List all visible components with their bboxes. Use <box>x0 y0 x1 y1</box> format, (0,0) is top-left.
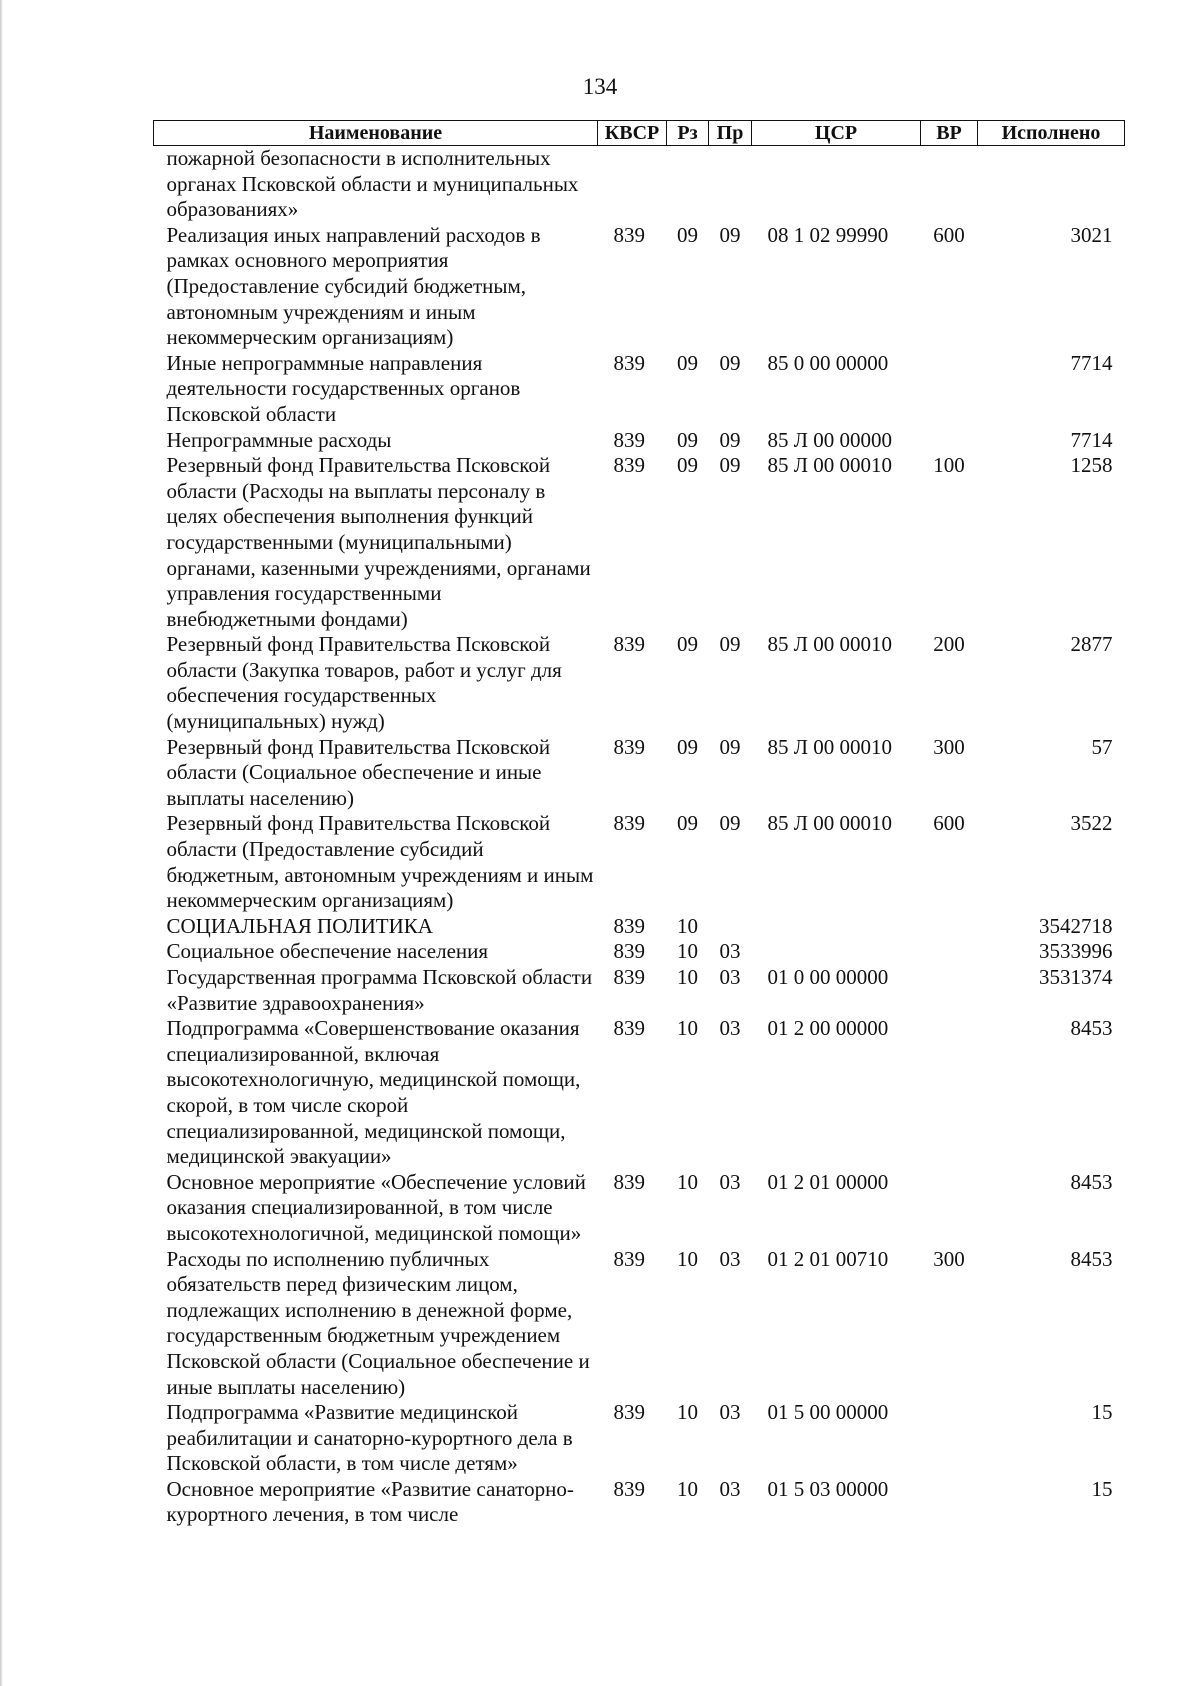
cell-csr: 85 Л 00 00010 <box>767 453 892 478</box>
cell-rz <box>667 146 709 223</box>
cell-name: Резервный фонд Правительства Псковской области (Социальное обеспечение и иные выплаты населению) <box>166 734 551 810</box>
cell-rz: 09 <box>677 350 698 375</box>
cell-rz: 10 <box>677 1169 698 1194</box>
cell-name: Реализация иных направлений расходов в рамках основного мероприятия (Предоставление субсидий бюджетным, автономным учреждениям и иным некоммерческим организациям) <box>166 222 541 350</box>
cell-kvsr: 839 <box>613 427 645 452</box>
cell-csr: 85 Л 00 00000 <box>767 427 892 452</box>
cell-name: Основное мероприятие «Развитие санаторно-курортного лечения, в том числе <box>166 1476 574 1527</box>
cell-kvsr: 839 <box>613 632 645 657</box>
table-row <box>154 735 1125 812</box>
cell-pr: 03 <box>719 1476 741 1501</box>
cell-csr: 01 2 01 00000 <box>767 1169 889 1194</box>
cell-kvsr: 839 <box>613 734 645 759</box>
cell-name: Основное мероприятие «Обеспечение условий оказания специализированной, в том числе высокотехнологичной, медицинской помощи» <box>166 1169 586 1245</box>
cell-kvsr: 839 <box>613 965 645 989</box>
cell-kvsr: 839 <box>613 811 645 836</box>
cell-rz: 09 <box>677 427 698 452</box>
cell-rz: 10 <box>677 965 698 989</box>
table-row <box>154 428 1125 454</box>
cell-csr: 85 Л 00 00010 <box>767 734 892 759</box>
cell-pr: 03 <box>719 1016 741 1041</box>
cell-vr: 300 <box>933 734 965 759</box>
cell-pr: 03 <box>719 1400 741 1425</box>
cell-kvsr: 839 <box>613 939 645 964</box>
cell-csr: 01 2 00 00000 <box>767 1016 889 1041</box>
table-body <box>154 146 1125 1529</box>
header-rz: Рз <box>667 121 709 146</box>
cell-pr: 03 <box>719 1246 741 1271</box>
cell-name: Подпрограмма «Развитие медицинской реабилитации и санаторно-курортного дела в Псковской области, в том числе детям» <box>166 1400 573 1476</box>
cell-vr: 100 <box>933 453 965 478</box>
cell-name: Иные непрограммные направления деятельности государственных органов Псковской области <box>166 350 521 426</box>
cell-vr <box>921 1400 978 1477</box>
cell-vr <box>921 1016 978 1170</box>
cell-rz: 10 <box>677 913 698 938</box>
cell-ispolneno: 2877 <box>1070 632 1113 657</box>
header-pr: Пр <box>709 121 752 146</box>
cell-csr: 85 Л 00 00010 <box>767 632 892 657</box>
cell-kvsr: 839 <box>613 1476 645 1501</box>
cell-ispolneno: 3021 <box>1070 222 1113 247</box>
cell-pr: 09 <box>719 222 741 247</box>
cell-ispolneno: 3522 <box>1070 811 1113 836</box>
cell-vr <box>921 1477 978 1528</box>
cell-kvsr: 839 <box>613 222 645 247</box>
table-row <box>154 939 1125 965</box>
cell-vr: 200 <box>933 632 965 657</box>
cell-name: Социальное обеспечение населения <box>166 939 489 964</box>
cell-name: пожарной безопасности в исполнительных органах Псковской области и муниципальных образованиях» <box>166 146 579 222</box>
cell-name: Государственная программа Псковской области «Развитие здравоохранения» <box>166 965 593 1015</box>
cell-name: Резервный фонд Правительства Псковской области (Расходы на выплаты персоналу в целях обеспечения выполнения функций государственными (муниципальными) органами, казенными учреждениями, органами управления государственными внебюджетными фондами) <box>166 453 591 631</box>
cell-vr <box>921 146 978 223</box>
cell-kvsr: 839 <box>613 453 645 478</box>
cell-rz: 10 <box>677 1016 698 1041</box>
cell-vr <box>921 914 978 940</box>
cell-kvsr: 839 <box>613 1246 645 1271</box>
table-row <box>154 914 1125 940</box>
cell-name: Подпрограмма «Совершенствование оказания специализированной, включая высокотехнологичную, медицинской помощи, скорой, в том числе скорой специализированной, медицинской помощи, медицинской эвакуации» <box>166 1016 581 1169</box>
cell-pr: 09 <box>719 811 741 836</box>
cell-csr: 01 0 00 00000 <box>767 965 889 989</box>
cell-csr: 85 Л 00 00010 <box>767 811 892 836</box>
cell-csr: 01 2 01 00710 <box>767 1246 889 1271</box>
cell-rz: 09 <box>677 811 698 836</box>
cell-rz: 10 <box>677 939 698 964</box>
header-row <box>154 121 1125 146</box>
cell-kvsr: 839 <box>613 1169 645 1194</box>
cell-csr: 08 1 02 99990 <box>767 222 889 247</box>
table-row <box>154 811 1125 913</box>
table-row <box>154 965 1125 1016</box>
cell-vr: 300 <box>933 1246 965 1271</box>
cell-rz: 09 <box>677 632 698 657</box>
cell-pr: 09 <box>719 350 741 375</box>
cell-pr: 09 <box>719 734 741 759</box>
cell-ispolneno: 7714 <box>1070 350 1113 375</box>
cell-name: Резервный фонд Правительства Псковской области (Предоставление субсидий бюджетным, автономным учреждениям и иным некоммерческим организациям) <box>166 811 594 913</box>
cell-name: СОЦИАЛЬНАЯ ПОЛИТИКА <box>166 913 433 938</box>
cell-name: Непрограммные расходы <box>166 427 392 452</box>
cell-pr: 09 <box>719 427 741 452</box>
cell-name: Резервный фонд Правительства Псковской области (Закупка товаров, работ и услуг для обеспечения государственных (муниципальных) нужд) <box>166 632 562 734</box>
table-row <box>154 1477 1125 1528</box>
table-row <box>154 632 1125 734</box>
table-row <box>154 1247 1125 1401</box>
header-name: Наименование <box>154 121 598 146</box>
cell-csr <box>752 914 921 940</box>
cell-vr: 600 <box>933 222 965 247</box>
header-csr: ЦСР <box>752 121 921 146</box>
cell-vr <box>921 1170 978 1247</box>
cell-ispolneno <box>978 146 1125 223</box>
cell-pr: 03 <box>719 965 741 989</box>
cell-csr <box>752 146 921 223</box>
cell-rz: 09 <box>677 734 698 759</box>
cell-vr <box>921 965 978 1016</box>
cell-ispolneno: 3533996 <box>1039 939 1113 964</box>
cell-ispolneno: 3542718 <box>1039 913 1113 938</box>
cell-kvsr: 839 <box>613 913 645 938</box>
cell-vr <box>921 351 978 428</box>
cell-kvsr: 839 <box>613 1016 645 1041</box>
header-vr: ВР <box>921 121 978 146</box>
table-header <box>154 121 1125 146</box>
cell-ispolneno: 8453 <box>1070 1246 1113 1271</box>
table-row <box>154 1016 1125 1170</box>
cell-kvsr: 839 <box>613 350 645 375</box>
cell-rz: 10 <box>677 1476 698 1501</box>
cell-rz: 10 <box>677 1400 698 1425</box>
cell-pr: 09 <box>719 632 741 657</box>
cell-csr: 85 0 00 00000 <box>767 350 889 375</box>
scan-edge <box>0 0 3 1686</box>
cell-vr <box>921 428 978 454</box>
table-row <box>154 146 1125 223</box>
cell-pr: 03 <box>719 939 741 964</box>
cell-rz: 09 <box>677 453 698 478</box>
table-row <box>154 1400 1125 1477</box>
cell-name: Расходы по исполнению публичных обязательств перед физическим лицом, подлежащих исполнению в денежной форме, государственным бюджетным учреждением Псковской области (Социальное обеспечение и иные выплаты населению) <box>166 1246 590 1399</box>
cell-vr <box>921 939 978 965</box>
cell-ispolneno: 15 <box>1091 1400 1113 1425</box>
cell-ispolneno: 1258 <box>1070 453 1113 478</box>
header-ispolneno: Исполнено <box>978 121 1125 146</box>
page-number: 134 <box>582 74 618 99</box>
cell-rz: 09 <box>677 222 698 247</box>
table-row <box>154 351 1125 428</box>
cell-vr: 600 <box>933 811 965 836</box>
budget-table <box>153 120 1125 1528</box>
cell-pr: 09 <box>719 453 741 478</box>
table-row <box>154 1170 1125 1247</box>
cell-kvsr: 839 <box>613 1400 645 1425</box>
table-row <box>154 223 1125 351</box>
cell-csr: 01 5 00 00000 <box>767 1400 889 1425</box>
cell-ispolneno: 3531374 <box>1039 965 1113 989</box>
cell-pr: 03 <box>719 1169 741 1194</box>
cell-pr <box>709 146 752 223</box>
cell-ispolneno: 57 <box>1091 734 1113 759</box>
table-row <box>154 453 1125 632</box>
cell-pr <box>709 914 752 940</box>
cell-ispolneno: 8453 <box>1070 1016 1113 1041</box>
header-kvsr: КВСР <box>598 121 667 146</box>
cell-rz: 10 <box>677 1246 698 1271</box>
cell-kvsr <box>598 146 667 223</box>
cell-ispolneno: 7714 <box>1070 427 1113 452</box>
cell-ispolneno: 15 <box>1091 1476 1113 1501</box>
cell-csr: 01 5 03 00000 <box>767 1476 889 1501</box>
cell-ispolneno: 8453 <box>1070 1169 1113 1194</box>
cell-csr <box>752 939 921 965</box>
